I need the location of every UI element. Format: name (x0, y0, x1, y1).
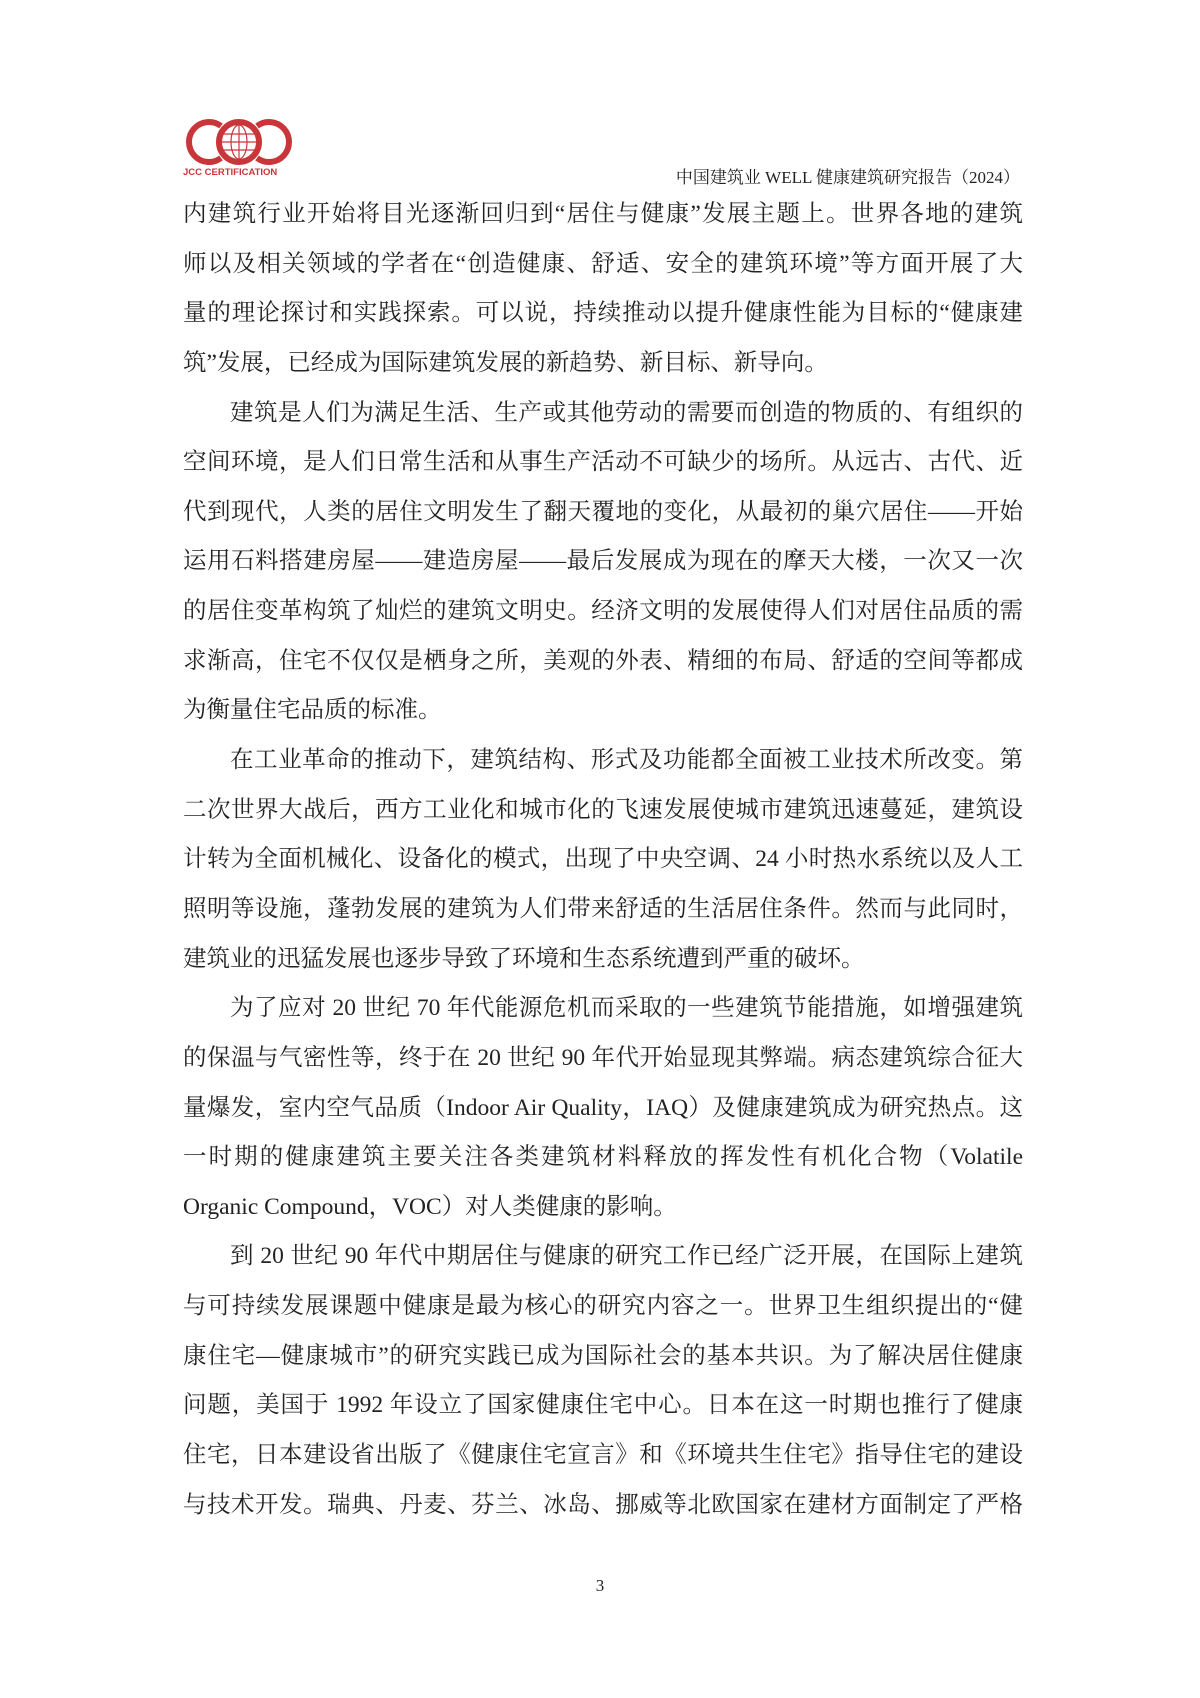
text-line: 为了应对 20 世纪 70 年代能源危机而采取的一些建筑节能措施，如增强建筑 (230, 995, 1023, 1022)
running-header-title: 中国建筑业 WELL 健康建筑研究报告（2024） (675, 168, 1020, 187)
text-line: 康住宅—健康城市”的研究实践已成为国际社会的基本共识。为了解决居住健康 (183, 1342, 1023, 1369)
paragraph (183, 984, 1023, 1232)
text-line: 住宅，日本建设省出版了《健康住宅宣言》和《环境共生住宅》指导住宅的建设 (183, 1442, 1023, 1469)
text-line: 的居住变革构筑了灿烂的建筑文明史。经济文明的发展使得人们对居住品质的需 (183, 598, 1023, 625)
text-line: 空间环境，是人们日常生活和从事生产活动不可缺少的场所。从远古、古代、近 (183, 449, 1023, 476)
jcc-certification-logo (183, 116, 295, 182)
text-line: 内建筑行业开始将目光逐渐回归到“居住与健康”发展主题上。世界各地的建筑 (183, 201, 1023, 227)
text-line: 代到现代，人类的居住文明发生了翻天覆地的变化，从最初的巢穴居住——开始 (183, 498, 1023, 525)
logo-text: JCC CERTIFICATION (183, 167, 278, 178)
text-line: 在工业革命的推动下，建筑结构、形式及功能都全面被工业技术所改变。第 (230, 747, 1023, 774)
text-line: 与可持续发展课题中健康是最为核心的研究内容之一。世界卫生组织提出的“健 (183, 1293, 1023, 1320)
page-number: 3 (595, 1576, 605, 1595)
logo-rings-icon (183, 116, 295, 168)
text-line: 量的理论探讨和实践探索。可以说，持续推动以提升健康性能为目标的“健康建 (183, 300, 1023, 327)
text-line: 二次世界大战后，西方工业化和城市化的飞速发展使城市建筑迅速蔓延，建筑设 (183, 796, 1023, 823)
text-line: 计转为全面机械化、设备化的模式，出现了中央空调、24 小时热水系统以及人工 (183, 846, 1023, 873)
text-line: 问题，美国于 1992 年设立了国家健康住宅中心。日本在这一时期也推行了健康 (183, 1392, 1023, 1419)
text-line: 照明等设施，蓬勃发展的建筑为人们带来舒适的生活居住条件。然而与此同时， (183, 895, 1023, 922)
paragraph (183, 389, 1023, 736)
text-line: 到 20 世纪 90 年代中期居住与健康的研究工作已经广泛开展，在国际上建筑 (230, 1243, 1023, 1270)
paragraph (183, 190, 1023, 389)
paragraph (183, 1232, 1023, 1530)
text-line: 筑”发展，已经成为国际建筑发展的新趋势、新目标、新导向。 (183, 349, 828, 376)
text-line: 量爆发，室内空气品质（Indoor Air Quality，IAQ）及健康建筑成为研究热点。这 (183, 1094, 1023, 1121)
text-line: 与技术开发。瑞典、丹麦、芬兰、冰岛、挪威等北欧国家在建材方面制定了严格 (183, 1491, 1023, 1518)
text-line: 师以及相关领域的学者在“创造健康、舒适、安全的建筑环境”等方面开展了大 (183, 250, 1023, 277)
text-line: 运用石料搭建房屋——建造房屋——最后发展成为现在的摩天大楼，一次又一次 (183, 548, 1023, 575)
text-line: 求渐高，住宅不仅仅是栖身之所，美观的外表、精细的布局、舒适的空间等都成 (183, 647, 1023, 674)
body-text (183, 190, 1023, 1530)
text-line: Organic Compound，VOC）对人类健康的影响。 (183, 1193, 677, 1220)
text-line: 为衡量住宅品质的标准。 (183, 697, 442, 724)
paragraph (183, 736, 1023, 984)
text-line: 建筑业的迅猛发展也逐步导致了环境和生态系统遭到严重的破坏。 (183, 945, 865, 972)
text-line: 建筑是人们为满足生活、生产或其他劳动的需要而创造的物质的、有组织的 (230, 399, 1023, 426)
text-line: 的保温与气密性等，终于在 20 世纪 90 年代开始显现其弊端。病态建筑综合征大 (183, 1044, 1023, 1071)
text-line: 一时期的健康建筑主要关注各类建筑材料释放的挥发性有机化合物（Volatile (183, 1144, 1023, 1171)
